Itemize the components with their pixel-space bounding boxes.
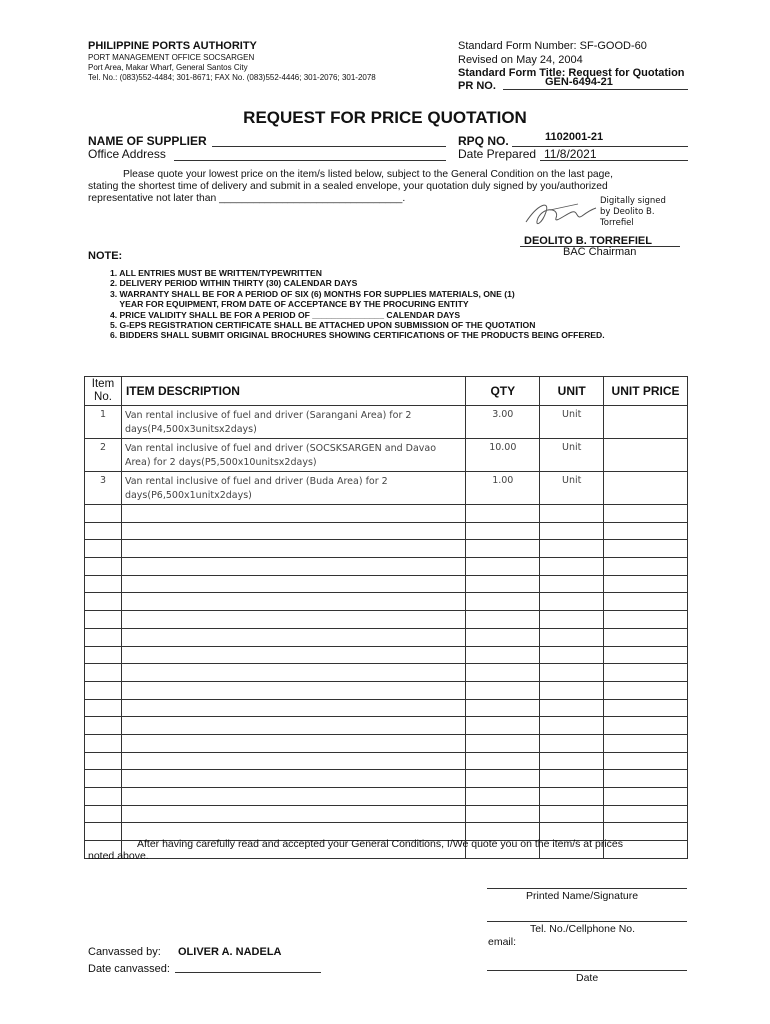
blank-cell <box>85 788 122 806</box>
blank-cell <box>85 664 122 682</box>
item-qty-cell: 10.00 <box>466 439 540 472</box>
blank-cell[interactable] <box>604 770 688 788</box>
blank-cell[interactable] <box>604 628 688 646</box>
blank-cell <box>540 575 604 593</box>
blank-cell <box>540 628 604 646</box>
blank-table-row <box>85 540 688 558</box>
blank-cell <box>466 734 540 752</box>
blank-cell <box>540 558 604 576</box>
blank-cell <box>121 734 465 752</box>
blank-cell <box>85 646 122 664</box>
digital-sign-line-1: Digitally signed <box>600 196 666 206</box>
col-header-item-no: Item No. <box>85 377 122 406</box>
blank-cell <box>466 646 540 664</box>
blank-cell <box>121 522 465 540</box>
blank-table-row <box>85 699 688 717</box>
table-row <box>85 439 688 472</box>
blank-table-row <box>85 611 688 629</box>
blank-cell <box>121 593 465 611</box>
blank-cell <box>121 717 465 735</box>
blank-table-row <box>85 522 688 540</box>
blank-cell <box>85 734 122 752</box>
rpq-label: RPQ NO. <box>458 134 509 148</box>
blank-cell <box>466 699 540 717</box>
date-prepared-value: 11/8/2021 <box>544 147 597 161</box>
blank-cell <box>466 540 540 558</box>
blank-cell <box>540 505 604 523</box>
blank-cell <box>85 522 122 540</box>
blank-cell <box>85 593 122 611</box>
blank-table-row <box>85 664 688 682</box>
instructions-line-3: representative not later than ________________________________. <box>88 193 406 204</box>
signatory-name: DEOLITO B. TORREFIEL <box>524 235 652 247</box>
blank-cell <box>85 611 122 629</box>
note-item: 6. BIDDERS SHALL SUBMIT ORIGINAL BROCHURES SHOWING CERTIFICATIONS OF THE PRODUCTS BEING OFFERED. <box>110 330 605 341</box>
note-label: NOTE: <box>88 250 123 262</box>
blank-table-row <box>85 505 688 523</box>
email-label: email: <box>488 936 517 948</box>
blank-cell <box>85 558 122 576</box>
item-unit-cell: Unit <box>540 406 604 439</box>
item-no-cell: 3 <box>85 472 122 505</box>
note-item: 1. ALL ENTRIES MUST BE WRITTEN/TYPEWRITTEN <box>110 268 322 278</box>
blank-table-row <box>85 628 688 646</box>
note-item: 4. PRICE VALIDITY SHALL BE FOR A PERIOD OF _______________ CALENDAR DAYS <box>110 309 461 320</box>
blank-cell <box>466 681 540 699</box>
blank-cell <box>121 752 465 770</box>
item-no-cell: 1 <box>85 406 122 439</box>
blank-cell <box>466 575 540 593</box>
blank-cell <box>466 788 540 806</box>
table-header-row <box>85 377 688 406</box>
instructions-line-2: stating the shortest time of delivery and submit in a sealed envelope, your quotation duly signed by you/authorized <box>88 181 608 192</box>
note-item: 3. WARRANTY SHALL BE FOR A PERIOD OF SIX (6) MONTHS FOR SUPPLIES MATERIALS, ONE (1) <box>110 288 515 299</box>
blank-cell <box>540 540 604 558</box>
digital-sign-line-3: Torrefiel <box>600 218 634 228</box>
form-revised: Revised on May 24, 2004 <box>458 54 583 66</box>
blank-cell <box>540 752 604 770</box>
blank-table-row <box>85 717 688 735</box>
blank-cell <box>85 505 122 523</box>
item-description-cell: Van rental inclusive of fuel and driver (Sarangani Area) for 2 days(P4,500x3unitsx2days) <box>121 406 465 439</box>
blank-cell[interactable] <box>604 734 688 752</box>
office-address-field[interactable] <box>174 148 446 161</box>
item-unit-price-cell[interactable] <box>604 472 688 505</box>
office-name: PORT MANAGEMENT OFFICE SOCSARGEN <box>88 53 255 62</box>
blank-cell <box>540 611 604 629</box>
blank-cell <box>121 788 465 806</box>
blank-cell <box>85 575 122 593</box>
tel-label: Tel. No./Cellphone No. <box>530 923 636 935</box>
blank-cell <box>540 717 604 735</box>
blank-cell[interactable] <box>604 646 688 664</box>
supplier-name-label: NAME OF SUPPLIER <box>88 134 207 148</box>
blank-cell <box>466 522 540 540</box>
blank-cell <box>466 628 540 646</box>
blank-cell <box>85 823 122 841</box>
blank-cell[interactable] <box>604 611 688 629</box>
blank-cell <box>466 505 540 523</box>
blank-cell <box>85 540 122 558</box>
rpq-value: 1102001-21 <box>545 131 604 143</box>
acceptance-line-1: After having carefully read and accepted your General Conditions, I/We quote you on the item/s at prices <box>137 838 623 850</box>
table-row <box>85 472 688 505</box>
note-item: 2. DELIVERY PERIOD WITHIN THIRTY (30) CALENDAR DAYS <box>110 278 358 289</box>
tel-field[interactable] <box>487 911 687 922</box>
blank-cell <box>466 611 540 629</box>
blank-cell <box>540 788 604 806</box>
blank-cell <box>540 664 604 682</box>
form-title: Standard Form Title: Request for Quotation <box>458 67 685 79</box>
blank-cell[interactable] <box>604 664 688 682</box>
office-address: Port Area, Makar Wharf, General Santos City <box>88 63 248 72</box>
item-description-cell: Van rental inclusive of fuel and driver (Buda Area) for 2 days(P6,500x1unitx2days) <box>121 472 465 505</box>
blank-cell[interactable] <box>604 558 688 576</box>
blank-cell[interactable] <box>604 717 688 735</box>
col-header-qty: QTY <box>466 377 540 406</box>
note-item: YEAR FOR EQUIPMENT, FROM DATE OF ACCEPTANCE BY THE PROCURING ENTITY <box>110 299 469 310</box>
blank-cell <box>85 717 122 735</box>
pr-label: PR NO. <box>458 80 496 92</box>
col-header-unit: UNIT <box>540 377 604 406</box>
item-qty-cell: 1.00 <box>466 472 540 505</box>
blank-table-row <box>85 734 688 752</box>
blank-cell <box>466 593 540 611</box>
notes-list <box>110 268 605 341</box>
acceptance-line-2: noted above. <box>88 850 149 862</box>
blank-cell <box>466 717 540 735</box>
blank-cell <box>121 611 465 629</box>
blank-cell <box>466 664 540 682</box>
blank-cell[interactable] <box>604 752 688 770</box>
blank-cell <box>121 575 465 593</box>
table-row <box>85 406 688 439</box>
blank-cell <box>121 770 465 788</box>
item-unit-cell: Unit <box>540 472 604 505</box>
item-unit-price-cell[interactable] <box>604 439 688 472</box>
blank-cell <box>85 805 122 823</box>
item-no-cell: 2 <box>85 439 122 472</box>
signature-scribble <box>520 198 600 230</box>
blank-cell <box>121 505 465 523</box>
item-unit-cell: Unit <box>540 439 604 472</box>
note-item: 5. G-EPS REGISTRATION CERTIFICATE SHALL BE ATTACHED UPON SUBMISSION OF THE QUOTATION <box>110 320 536 331</box>
blank-cell <box>466 752 540 770</box>
office-address-label: Office Address <box>88 147 166 161</box>
blank-cell <box>466 770 540 788</box>
form-number: Standard Form Number: SF-GOOD-60 <box>458 40 647 52</box>
signatory-role: BAC Chairman <box>563 246 637 258</box>
blank-cell <box>540 699 604 717</box>
blank-cell <box>85 699 122 717</box>
item-qty-cell: 3.00 <box>466 406 540 439</box>
item-description-cell: Van rental inclusive of fuel and driver (SOCSKSARGEN and Davao Area) for 2 days(P5,500x10unitsx2days) <box>121 439 465 472</box>
blank-cell[interactable] <box>604 505 688 523</box>
blank-table-row <box>85 575 688 593</box>
blank-cell <box>540 770 604 788</box>
blank-table-row <box>85 646 688 664</box>
item-unit-price-cell[interactable] <box>604 406 688 439</box>
blank-table-row <box>85 593 688 611</box>
blank-table-row <box>85 805 688 823</box>
blank-cell <box>85 752 122 770</box>
blank-cell <box>540 734 604 752</box>
blank-cell <box>540 805 604 823</box>
blank-cell <box>540 681 604 699</box>
items-table <box>84 376 688 859</box>
digital-sign-line-2: by Deolito B. <box>600 207 655 217</box>
office-contact: Tel. No.: (083)552-4484; 301-8671; FAX No. (083)552-4446; 301-2076; 301-2078 <box>88 73 376 82</box>
supplier-name-field[interactable] <box>212 134 446 147</box>
blank-cell <box>121 628 465 646</box>
blank-cell <box>85 628 122 646</box>
blank-cell <box>85 770 122 788</box>
date-prepared-label: Date Prepared <box>458 147 537 161</box>
date-canvassed-label: Date canvassed: <box>88 963 170 975</box>
blank-table-row <box>85 681 688 699</box>
blank-cell[interactable] <box>604 788 688 806</box>
blank-cell <box>540 646 604 664</box>
blank-cell <box>540 593 604 611</box>
blank-cell <box>540 522 604 540</box>
blank-table-row <box>85 752 688 770</box>
date-label: Date <box>576 972 599 984</box>
blank-table-row <box>85 788 688 806</box>
blank-table-row <box>85 770 688 788</box>
blank-cell <box>121 699 465 717</box>
blank-cell <box>121 681 465 699</box>
blank-cell[interactable] <box>604 522 688 540</box>
blank-cell[interactable] <box>604 540 688 558</box>
pr-value: GEN-6494-21 <box>545 76 613 88</box>
blank-cell[interactable] <box>604 805 688 823</box>
blank-cell <box>85 681 122 699</box>
canvassed-by-value: OLIVER A. NADELA <box>178 946 282 958</box>
blank-cell <box>466 558 540 576</box>
date-field[interactable] <box>487 960 687 971</box>
blank-cell <box>121 664 465 682</box>
blank-cell <box>121 805 465 823</box>
blank-cell[interactable] <box>604 575 688 593</box>
blank-cell[interactable] <box>604 699 688 717</box>
instructions-line-1: Please quote your lowest price on the item/s listed below, subject to the General Condition on the last page, <box>123 169 613 180</box>
col-header-unit-price: UNIT PRICE <box>604 377 688 406</box>
col-header-description: ITEM DESCRIPTION <box>121 377 465 406</box>
blank-table-row <box>85 558 688 576</box>
printed-name-label: Printed Name/Signature <box>526 890 639 902</box>
page-title: REQUEST FOR PRICE QUOTATION <box>243 108 527 127</box>
date-canvassed-field[interactable] <box>175 961 321 973</box>
blank-cell[interactable] <box>604 681 688 699</box>
org-name: PHILIPPINE PORTS AUTHORITY <box>88 40 257 52</box>
blank-cell <box>121 540 465 558</box>
printed-name-field[interactable] <box>487 878 687 889</box>
blank-cell <box>121 646 465 664</box>
blank-cell[interactable] <box>604 593 688 611</box>
blank-cell <box>466 805 540 823</box>
canvassed-by-label: Canvassed by: <box>88 946 161 958</box>
blank-cell <box>121 558 465 576</box>
